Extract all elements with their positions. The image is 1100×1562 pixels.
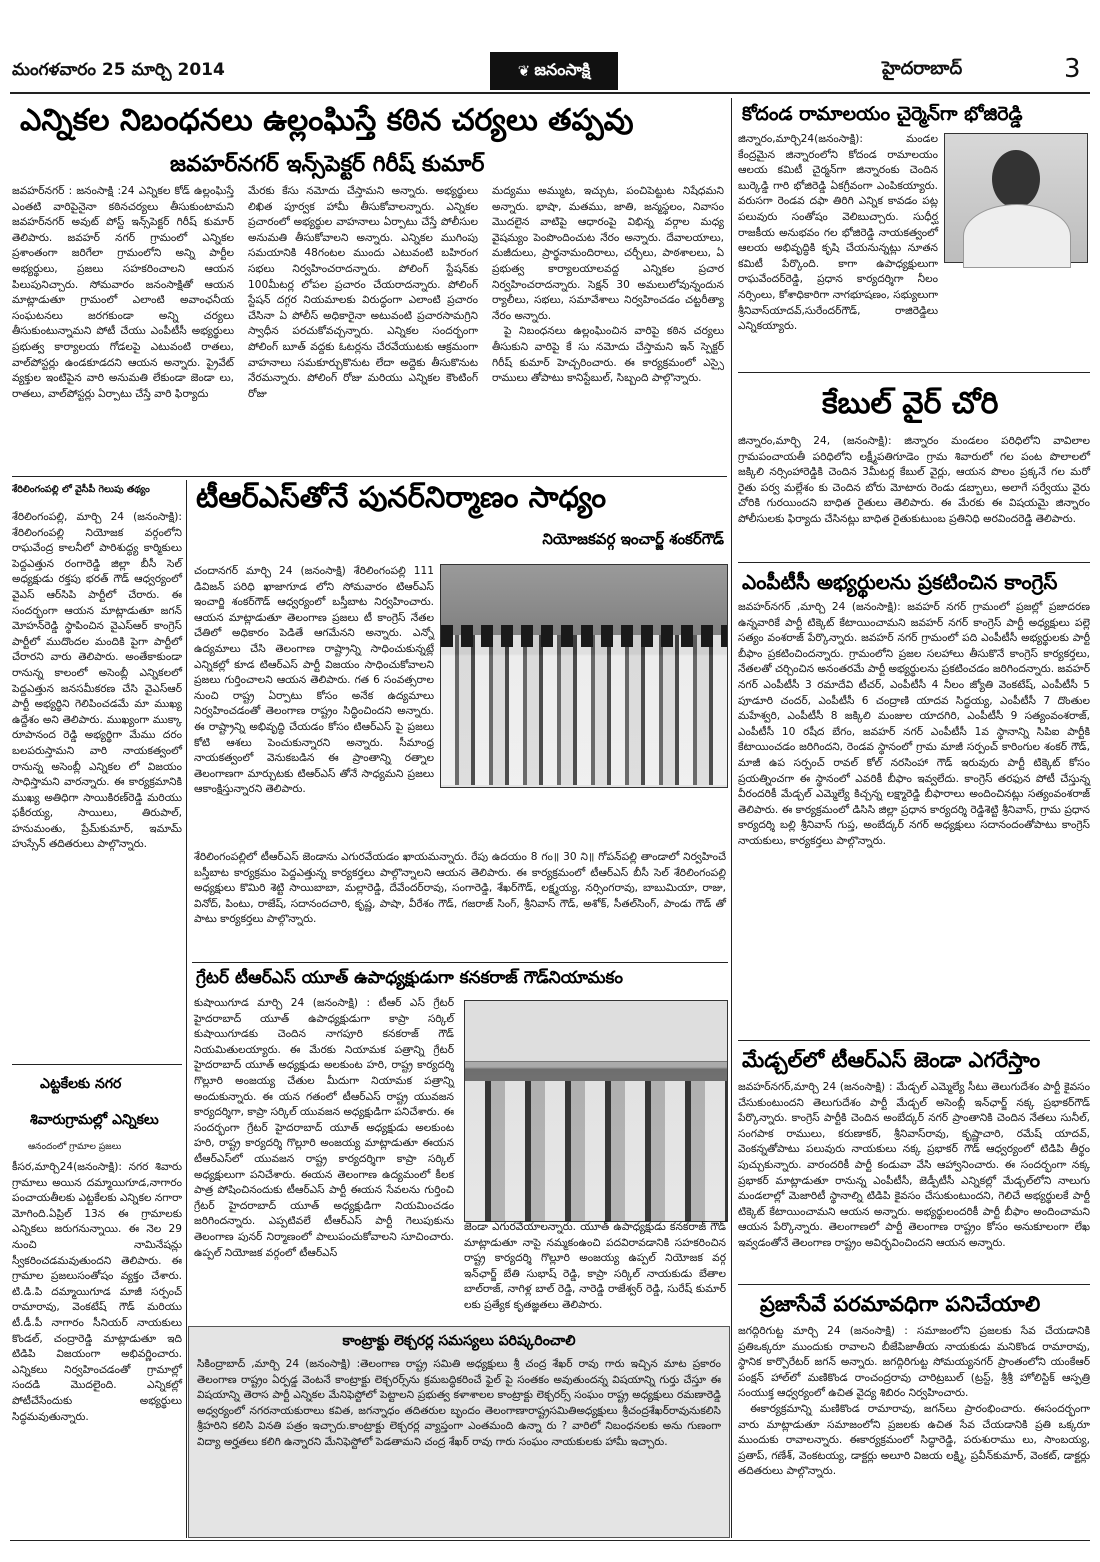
a9-subhead: నియోజకవర్గ ఇంచార్జ్ శంకర్‌గౌడ్	[542, 530, 724, 548]
a8-tag: ఆనందంలో గ్రామాల ప్రజలు	[28, 1142, 122, 1152]
a8-headline-2: శివారుగ్రామల్లో ఎన్నికలు	[30, 1112, 159, 1128]
masthead	[0, 0, 1100, 95]
masthead-rule	[10, 92, 1090, 94]
a1-col1: జవహర్‌నగర్ : జనంసాక్షి :24 ఎన్నికల కోడ్ ఉల్లంఘిస్తే ఎంతటి వారిపైనైనా కఠినచర్యలు తీసుకుంటామని జవహర్‌నగర్ అవుట్ పోస్ట్ ఇన్స్‌పెక్టర్ గిరీష్ కుమార్ తెలిపారు. జవహర్ నగర్ గ్రామంలో ఎన్నికల ప్రశాంతంగా జరిగేలా గ్రామంలోని అన్ని పార్టీల అభ్యర్థులు, ప్రజలు సహకరించాలని ఆయన పిలుపునిచ్చారు. సోమవారం జనంసాక్షితో ఆయన మాట్లాడుతూ గ్రామంలో ఎలాంటి అవాంఛనీయ సంఘటనలు జరగకుండా అన్ని చర్యలు తీసుకుంటున్నామని పోటీ చేయు ఎంపీటీసీ అభ్యర్థులు ప్రభుత్వ కార్యాలయ గోడలపై ఎటువంటి రాతలు, వాల్‌పోస్టర్లు ఉండకూడదని ఆయన అన్నారు. ప్రైవేట్ వ్యక్తుల ఇంటిపైన వారి అనుమతి లేకుండా జెండా లు, రాతలు, వాల్‌పోస్టర్లు ఏర్పాటు చేస్తే వారి ఫిర్యాదు	[12, 185, 234, 400]
a5-headline: మేడ్చల్‌లో టీఆర్ఎస్ జెండా ఎగరేస్తాం	[742, 1048, 1041, 1072]
a9-headline: టీఆర్ఎస్‌తోనే పునర్‌నిర్మాణం సాధ్యం	[196, 480, 607, 514]
footer-rule	[10, 1540, 1090, 1541]
a7-body: శేరిలింగంపల్లి, మార్చి 24 (జనంసాక్షి): శేరిలింగంపల్లి నియోజక వర్గంలోని రాఘవేంద్ర కాలనీలో పారిశుద్ధ్య కార్మికులు పెద్దఎత్తున రంగారెడ్డి జిల్లా బీసీ సెల్ అధ్యక్షుడు రక్తపు భరత్ గౌడ్ ఆధ్వర్యంలో వైఎస్ ఆర్‌సిపి పార్టీలో చేరారు. ఈ సందర్భంగా ఆయన మాట్లాడుతూ జగన్ మోహన్‌రెడ్డి స్థాపించిన వైఎస్ఆర్ కాంగ్రెస్ పార్టీలో ముదొందల మందికి పైగా పార్టీలో చేరారని వారు తెలిపారు. అంతేకాకుండా రానున్న కాలంలో అసెంబ్లీ ఎన్నికలలో పెద్దఎత్తున జనసమీకరణ చేసి వైఎస్ఆర్ పార్టీ అభ్యర్థిని గెలిపించడమే మా ముఖ్య ఉద్దేశం అని తెలిపారు. ముఖ్యంగా ముక్కా రూపానంద రెడ్డి అభ్యర్థిగా మేము దరం బలపరుస్తామని వారి నాయకత్వంలో రానున్న అసెంబ్లీ ఎన్నికల లో విజయం సాధిస్తామని వారన్నారు. ఈ కార్యక్రమానికి ముఖ్య అతిధిగా సాయికిరణ్‌రెడ్డి మరియు ఫకీరయ్య, సాయిలు, తిరుపాల్, హనుమంతు, ప్రేమ్‌కుమార్, ఇమామ్ హుస్సేన్ తదితరులు పాల్గొన్నారు.	[12, 511, 182, 851]
a2-text-wrap	[738, 262, 1090, 338]
a7-rule	[12, 1064, 182, 1065]
a11-body: సికింద్రాబాద్ ,మార్చి 24 (జనంసాక్షి) :తెలంగాణ రాష్ట్ర సమితి అధ్యక్షులు శ్రీ చంద్ర శేఖర్ రావు గారు ఇచ్చిన మాట ప్రకారం తెలంగాణ రాష్ట్రం ఏర్పడ్డ వెంటనే కాంట్రాక్టు లెక్చరర్స్‌ను క్రమబద్ధికరించే ఫైల్ పై సంతకం అవుతుందన్న విషయాన్ని గుర్తు చేస్తూ ఈ విషయాన్ని తెరాస పార్టీ ఎన్నికల మేనిఫెస్టోలో పెట్టాలని ప్రభుత్వ కళాశాలల కాంట్రాక్టు లెక్చరర్స్ సంఘం రాష్ట్ర అధ్యక్షులు రమణారెడ్డి అధ్వర్యంలో నగరనాయకురాలు కవిత, జగన్నాధం తదితరుల బృందం తెలంగాణారాష్ట్రసమితిఅధ్యక్షులు శ్రీచంద్రశేఖర్‌రావునుకలిసి శ్రీహరిని కలిసి వినతి పత్రం ఇచ్చారు.కాంట్రాక్టు లెక్చరర్ల వ్యాప్తంగా ఎంతమంది ఉన్నా రు ? వారిలో నిబంధనలకు అను గుణంగా విద్యా అర్హతలు కలిగి ఉన్నారని మేనిఫెస్టోలో పెడతామని చంద్ర శేఖర్ రావు గారు సంఘం నాయకులకు హామీ ఇచ్చారు.	[197, 1358, 721, 1448]
a2-headline: కోదండ రామాలయం చైర్మెన్‌గా భోజిరెడ్డి	[742, 103, 1023, 125]
a1-rule	[12, 476, 727, 477]
a9-body: చందానగర్ మార్చి 24 (జనంసాక్షి) శేరిలింగంపల్లి 111 డివిజన్ పరిధి ఖాజాగూడ లోని సోమవారం టిఆర్ఎస్ ఇంచార్జి శంకర్‌గౌడ్ ఆధ్వర్యంలో బస్తీబాట నిర్వహించారు. ఆయన మాట్లాడుతూ తెలంగాణ ప్రజలు టీ కాంగ్రెస్ నేతల చేతిలో అధికారం పెడితే ఆగమేనని అన్నారు. ఎన్నో ఉద్యమాలు చేసి తెలంగాణ రాష్ట్రాన్ని సాధించుకున్నట్లే ఎన్నికల్లో కూడ టిఆర్ఎస్ పార్టీ విజయం సాధించుకోవాలని ప్రజలు గుర్తించాలని ఆయన తెలిపారు. గత 6 సంవత్సరాల నుంచి రాష్ట్ర ఏర్పాటు కోసం అనేక ఉద్యమాలు నిర్వహించడంతో తెలంగాణ రాష్ట్రం సిద్ధించిందని అన్నారు. ఈ రాష్ట్రాన్ని అభివృద్ధి చేయడం కోసం టిఆర్ఎస్ పై ప్రజలు కోటి ఆశలు పెంచుకున్నారని అన్నారు. సీమాంధ్ర నాయకత్వంలో వెనుకబడిన ఈ ప్రాంతాన్ని రత్నాల తెలంగాణగా మార్చుటకు టిఆర్ఎస్ తోనే సాధ్యమని ప్రజలు ఆకాంక్షిస్తున్నారని తెలిపారు.	[194, 565, 434, 796]
a4-body: జవహర్‌నగర్ ,మార్చి 24 (జనంసాక్షి): జవహర్ నగర్ గ్రామంలో ప్రజల్లో ప్రజాదరణ ఉన్నవారికే పార్టీ టిక్కెట్ కేటాయించామని జవహర్ నగర్ కాంగ్రెస్ పార్టీ అధ్యక్షులు పల్లె సత్యం వంశరాజ్ పేర్కొన్నారు. జవహర్ నగర్ గ్రామంలో పది ఎంపీటీసీ అభ్యర్థులకు పార్టీ బీఫాం ప్రకటించిందన్నారు. గ్రామంలోని ప్రజల సలహాలు తీసుకొనే కాంగ్రెస్ కార్యకర్తలు, నేతలతో చర్చించిన అనంతరమే పార్టీ అభ్యర్థులను ప్రకటించడం జరిగిందన్నారు. జవహర్ నగర్ ఎంపీటీసీ 3 రమాదేవి టీచర్, ఎంపీటీసీ 4 నీలం జ్యోతి వెంకటేష్, ఎంపీటీసీ 5 పూడూరి చందర్, ఎంపీటీసీ 6 చంద్రాణి యాదవ సిద్ధయ్య, ఎంపీటీసీ 7 దొంతుల మహేశ్వరి, ఎంపీటీసీ 8 జక్కిలి మంజుల యాదగిరి, ఎంపీటీసీ 9 సత్యంవంశరాజ్, ఎంపీటీసీ 10 రషీద బేగం, జవహర్ నగర్ ఎంపీటీసీ 1వ స్థానాన్ని సిపిఐ పార్టీకి కేటాయించడం జరిగిందని, రెండవ స్థానంలో గ్రామ మాజీ సర్పంచ్ కారింగుల శంకర్ గౌడ్, మాజీ ఉప సర్పంచ్ రావల్ కోల్ నరసింహా గౌడ్ ఇరువురు పార్టీ టిక్కెట్ కోసం ప్రయత్నించగా ఈ స్థానంలో ఎవరికీ బీఫాం ఇవ్వలేదు. కాంగ్రెస్ తరఫున పోటీ చేస్తున్న వీరందరికీ మేడ్చల్ ఎమ్మెల్యే కిచ్చన్న లక్ష్మారెడ్డి బీఫారాలు అందించినట్లు సత్యంవంశరాజ్ తెలిపారు. ఈ కార్యక్రమంలో డిసిసి జిల్లా ప్రధాన కార్యదర్శి రెడ్డిశెట్టి శ్రీనివాస్, గ్రామ ప్రధాన కార్యదర్శి బల్లి శ్రీనివాస్ గుప్త, అంబేద్కర్ నగర్ అధ్యక్షులు సదానందంతోపాటు కాంగ్రెస్ నాయకులు, కార్యకర్తలు పాల్గొన్నారు.	[738, 601, 1090, 847]
right-column-divider	[731, 98, 732, 1538]
a6-headline: ప్రజాసేవే పరమావధిగా పనిచేయాలి	[760, 1292, 1041, 1316]
issue-date: మంగళవారం 25 మార్చి 2014	[12, 60, 225, 80]
a9-body-wide: శేరిలింగంపల్లిలో టీఆర్ఎస్ జెండాను ఎగురవేయడం ఖాయమన్నారు. రేపు ఉదయం 8 గం॥ 30 ని॥ గోపన్‌పల్లి తాండాలో నిర్వహించే బస్తీబాట కార్యక్రమం పెద్దఎత్తున్న కార్యకర్తలు పాల్గొన్నాలని ఆయన తెలిపారు. ఈ కార్యక్రమంలో టీఆర్ఎస్ బీసీ సెల్ శేరిలింగంపల్లి అధ్యక్షులు కొమిరి శెట్టి సాయిబాబా, మల్లారెడ్డి, దేవేందర్‌రావు, సంగారెడ్డి, శేఖర్‌గౌడ్, లక్ష్మయ్య, నర్సింగరావు, బాబుమియా, రాజు, వినోద్, పింటు, రాజేష్, సదానందచారి, కృష్ణ, పాషా, వీరేశం గౌడ్, గజరాజ్ సింగ్, శ్రీనివాస్ గౌడ్, అశోక్, సీతల్‌సింగ్, పాండు గౌడ్ తో పాటు కార్యకర్తలు పాల్గొన్నారు.	[194, 851, 726, 926]
a6-body	[738, 1324, 1090, 1530]
a1-col3	[492, 184, 724, 474]
a10-body2: జెండా ఎగురవేయాలన్నారు. యూత్ ఉపాధ్యక్షుడు కనకరాజ్ గౌడ్ మాట్లాడుతూ నాపై నమ్మకంఉంచి పదవిరావడానికి సహకరించిన రాష్ట్ర కార్యదర్శి గొల్లూరి అంజయ్య ఉప్పల్ నియోజక వర్గ ఇన్‌ఛార్జ్ బేతి సుభాష్ రెడ్డి, కాప్రా సర్కిల్ నాయకుడు బేతాల బాల్‌రాజ్, నాగిళ్ల బాల్ రెడ్డి, నారెడ్డి రాజేశ్వర్ రెడ్డి, సురేష్ కుమార్ లకు ప్రత్యేక కృతజ్ఞతలు తెలిపారు.	[464, 1221, 726, 1311]
a8-headline-1: ఎట్టకేలకు నగర	[40, 1076, 122, 1092]
a5-rule	[738, 1284, 1090, 1285]
portrait-head	[992, 150, 1040, 208]
a1-headline: ఎన్నికల నిబంధనలు ఉల్లంఘిస్తే కఠిన చర్యలు తప్పవు	[20, 103, 634, 138]
a3-headline: కేబుల్ వైర్ చోరి	[822, 386, 999, 421]
ceremony-banner	[465, 1001, 727, 1062]
a1-col2: మేరకు కేసు నమోదు చేస్తామని అన్నారు. అభ్యర్థులు లిఖిత పూర్వక హామీ తీసుకోవాలన్నారు. ఎన్నికల ప్రచారంలో అభ్యర్థుల వాహనాలు ఏర్పాటు చేస్తే పోలీసుల అనుమతి తీసుకోవాలని అన్నారు. ఎన్నికల ముగింపు సమయానికి 48గంటల ముందు ఎటువంటి బహిరంగ సభలు నిర్వహించరాదన్నారు. పోలింగ్ స్టేషన్‌కు 100మీటర్ల లోపల ప్రచారం చేయరాదన్నారు. పోలింగ్ స్టేషన్ దగ్గర నియమాలకు విరుద్ధంగా ఎలాంటి ప్రచారం చేసినా ఏ పోలీస్ అధికారైనా అటువంటి ప్రచారసామగ్రిని స్వాధీన పరచుకోవచ్చన్నారు. ఎన్నికల సందర్భంగా పోలింగ్ బూత్ వద్దకు ఓటర్లను చేరవేయుటకు ఆక్రమంగా వాహనాలు సమకూర్చుకొనుట లేదా అద్దెకు తీసుకొనుట నేరమన్నారు. పోలింగ్ రోజు మరియు ఎన్నికల కౌంటింగ్ రోజు	[248, 185, 478, 400]
a11-box	[188, 1326, 730, 1538]
a1-subhead: జవహర్‌నగర్ ఇన్స్‌పెక్టర్ గిరీష్ కుమార్	[170, 152, 485, 177]
portrait-shoulders	[963, 204, 1071, 268]
city-name: హైదరాబాద్	[882, 58, 963, 79]
rally-heads	[441, 625, 727, 647]
a7-tag: శేరిలింగంపల్లి లో వైసీపీ గెలుపు తథ్యం	[12, 484, 150, 495]
a2-body-part: జిన్నారం,మార్చి24(జనంసాక్షి): మండల కేంద్రమైన జిన్నారంలోని కోదండ రామాలయం ఆలయ కమిటీ చైర్మన్‌గా జిన్నారంకు చెందిన బుర్కెడ్డి గారి భోజిరెడ్డి ఏకగ్రీవంగా ఎంపికయ్యారు. వరుసగా రెండవ దఫా తిరిగి ఎన్నిక కావడం పట్ల పలువురు సంతోషం వెలిబుచ్చారు. సుధీర్ఘ రాజకీయ అనుభవం గల భోజిరెడ్డి నాయకత్వంలో ఆలయ అభివృద్ధికి కృషి చేయనున్నట్లు నూతన కమిటీ పేర్కొంది. కాగా ఉపాధ్యక్షులుగా రాఘవేందర్‌రెడ్డి, ప్రధాన కార్యదర్శిగా నీలం నర్సింలు, కోశాధికారిగా నాగభూషణం, సభ్యులుగా శ్రీనివాస్‌యాదవ్,సురేందర్‌గౌడ్, రాజిరెడ్డిలు ఎన్నికయ్యారు.	[738, 133, 938, 333]
a9-rule	[192, 962, 728, 963]
ceremony-photo	[464, 1000, 728, 1222]
page-number: 3	[1064, 54, 1081, 84]
a10-headline: గ్రేటర్ టీఆర్ఎస్ యూత్ ఉపాధ్యక్షుడుగా కనకరాజ్ గౌడ్‌నియామకం	[196, 968, 624, 988]
a11-headline: కాంట్రాక్టు లెక్చరర్ల సమస్యలు పరిష్కరించాలి	[342, 1333, 576, 1349]
newspaper-logo	[490, 52, 618, 90]
a10-body: కుషాయిగూడ మార్చి 24 (జనంసాక్షి) : టీఆర్ ఎస్ గ్రేటర్ హైదరాబాద్ యూత్ ఉపాధ్యక్షుడుగా కాప్రా సర్కిల్ కుషాయిగూడకు చెందిన నాగపూరి కనకరాజ్ గౌడ్ నియమితులయ్యారు. ఈ మేరకు నియామక పత్రాన్ని గ్రేటర్ హైదరాబాద్ యూత్ అధ్యక్షుడు అలకుంట హరి, రాష్ట్ర కార్యదర్శి గొల్లూరి అంజయ్య చేతుల మీదుగా నియామక పత్రాన్ని అందుకున్నారు. ఈ యన గతంలో టీఆర్ఎస్ రాష్ట్ర యువజన కార్యదర్శిగా, కాప్రా సర్కిల్ యువజన అధ్యక్షుడిగా పనిచేశారు. ఈ సందర్భంగా గ్రేటర్ హైదరాబాద్ యూత్ అధ్యక్షుడు అలకుంట హరి, రాష్ట్ర కార్యదర్శి గొల్లూరి అంజయ్య మాట్లాడుతూ ఈయన టీఆర్ఎస్‌లో యువజన రాష్ట్ర కార్యదర్శిగా కాప్రా సర్కిల్ అధ్యక్షులుగా పనిచేశారు. ఈయన తెలంగాణ ఉద్యమంలో కీలక పాత్ర పోషించినందుకు టీఆర్ఎస్ పార్టీ ఈయన సేవలను గుర్తించి గ్రేటర్ హైదరాబాద్ యూత్ అధ్యక్షుడిగా నియమించడం జరిగిందన్నారు. ఎప్పటివలే టీఆర్ఎస్ పార్టీ గెలుపుకును తెలంగాణ పునర్ నిర్మాణంలో పాలుపంచుకోవాలని సూచించారు. ఉప్పల్ నియోజక వర్గంలో టీఆర్ఎస్	[194, 997, 454, 1259]
left-strip-divider	[186, 480, 187, 1538]
a1-col3-para2: పై నిబంధనలు ఉల్లంఘించిన వారిపై కఠిన చర్యలు తీసుకుని వారిపై కే సు నమోదు చేస్తామని ఇన్ స్పెక్టర్ గిరీష్ కుమార్ హెచ్చరించారు. ఈ కార్యక్రమంలో ఎస్సై రాములు తోపాటు కానిస్టేబుల్, సిబ్బంది పాల్గొన్నారు.	[492, 325, 724, 385]
logo-text: జనంసాక్షి	[534, 59, 591, 79]
rally-crowd	[441, 635, 727, 785]
a6-para1: జగద్గిరిగుట్ట మార్చి 24 (జనంసాక్షి) : సమాజంలోని ప్రజలకు సేవ చేయడానికి ప్రతిఒక్కరూ ముందుకు రావాలని బీజేపిజాతీయ నాయకుడు మనికొండ రామారావు, స్థానిక కార్పొరేటర్ జగన్ అన్నారు. జగద్గిరిగుట్ట సోమయ్యనగర్ ప్రాంతంలోని యంకేఆర్ పంక్షన్ హాల్‌లో మణికొండ రాంచంద్రరావు చారిట్రబుల్ (ట్రస్ట్, శ్రీశ్రీ హోలిస్టిక్ ఆస్పత్రి సంయుక్త ఆధ్వర్యంలో ఉచిత వైద్య శిబిరం నిర్వహించారు.	[738, 1325, 1090, 1400]
a1-col3-para1: మద్యము అమ్ముట, ఇచ్చుట, పంచిపెట్టుట నిషేధమని అన్నారు. భాషా, మతము, జాతి, జన్మస్థలం, నివాసం మొదలైన వాటిపై ఆధారంపై విభిన్న వర్గాల మధ్య వైషమ్యం పెంపొందించుట నేరం అన్నారు. దేవాలయాలు, మజీదులు, ప్రార్థనామందిరాలు, చర్చీలు, పాఠశాలలు, ఏ ప్రభుత్వ కార్యాలయాలవద్ద ఎన్నికల ప్రచార నిర్వహించరాదన్నారు. సెక్షన్ 30 అమలులోవున్నందున ర్యాలీలు, సభలు, సమావేశాలు నిర్వహించడం చట్టరీత్యా నేరం అన్నారు.	[492, 185, 724, 322]
a6-para2: ఈకార్యక్రమాన్ని మణికొండ రామారావు, జగన్‌లు ప్రారంభించారు. ఈసందర్భంగా వారు మాట్లాడుతూ సమాజంలోని ప్రజలకు ఉచిత సేవ చేయడానికి ప్రతి ఒక్కరూ ముందుకు రావాలన్నారు. ఈకార్యక్రమంలో సిద్ధారెడ్డి, పరుశురాము లు, సాంబయ్య, ప్రతాప్, గణేశ్, వెంకటయ్య, డాక్టర్లు అలూరి విజయ లక్ష్మి, ప్రవీన్‌కుమార్, వెంకట్, డాక్టర్లు తదితరులు పాల్గొన్నారు.	[738, 1402, 1090, 1478]
a5-body: జవహర్‌నగర్,మార్చి 24 (జనంసాక్షి) : మేడ్చల్ ఎమ్మెల్యే సీటు తెలుగుదేశం పార్టీ కైవసం చేసుకుంటుందని తెలుగుదేశం పార్టీ మేడ్చల్ అసెంబ్లీ ఇన్‌ఛార్జ్ నక్క ప్రభాకర్‌గౌడ్ పేర్కొన్నారు. కాంగ్రెస్ పార్టీకి చెందిన అంబేద్కర్ నగర్ ప్రాంతానికి చెందిన నేతలు సునీల్, సంగపాక రాములు, కరుణాకర్, శ్రీనివాస్‌రావు, కృష్ణాచారి, రమేష్ యాదవ్, వెంకన్నతోపాటు పలువురు నాయకులు నక్క ప్రభాకర్ గౌడ్ ఆధ్వర్యంలో టిడిపి తీర్థం పుచ్చుకున్నారు. వారందరికీ పార్టీ కండువా వేసి ఆహ్వానించారు. ఈ సందర్భంగా నక్క ప్రభాకర్ మాట్లాడుతూ రానున్న ఎంపీటీసీ, జెడ్పీటీసీ ఎన్నికల్లో మేడ్చల్‌లోని నాలుగు మండలాల్లో మెజారిటీ స్థానాల్ని టిడిపి కైవసం చేసుకుంటుందని, గెలిచే అభ్యర్థులకే పార్టీ టిక్కెట్ కేటాయించామని ఆయన అన్నారు. అభ్యర్థులందరికీ పార్టీ బీఫాం అందించామని ఆయన పేర్కొన్నారు. తెలంగాణలో పార్టీ తెలంగాణ రాష్ట్రం కోసం అనుకూలంగా లేఖ ఇవ్వడంతోనే తెలంగాణ రాష్ట్రం అవిర్భవించిందని ఆయన అన్నారు.	[738, 1081, 1090, 1249]
a3-body: జిన్నారం,మార్చి 24, (జనంసాక్షి): జిన్నారం మండలం పరిధిలోని వావిలాల గ్రామపంచాయతీ పరిధిలోని లక్ష్మీపతిగూడెం గ్రామ శివారులో గల పంట పొలాలలో జక్కిలి నర్సింహారెడ్డికి చెందిన 3మీటర్ల కేబుల్ వైర్లు, ఆయన పొలం ప్రక్కనే గల మరో రైతు పర్వ మల్లేశం కు చెందిన బోరు మోటారు రెండు డబ్బాలు, అలాగే సర్వేయు వైరు చోరికి గురయిందని బాధిత రైతులు తెలిపారు. ఈ మేరకు ఈ విషయమై జిన్నారం పోలీసులకు ఫిర్యాదు చేసినట్లు బాధిత రైతుకుటుంబ ప్రతినిధి అరవిందరెడ్డి తెలిపారు.	[738, 435, 1090, 525]
portrait-photo	[944, 133, 1088, 263]
a3-rule	[738, 562, 1090, 563]
a2-rule	[738, 372, 1090, 373]
rally-photo	[440, 564, 728, 788]
logo-emblem-icon: ❦	[517, 62, 531, 80]
a4-rule	[738, 1040, 1090, 1041]
a4-headline: ఎంపీటీసీ అభ్యర్థులను ప్రకటించిన కాంగ్రెస్	[742, 570, 1058, 594]
a8-body: కీసర,మార్చి24(జనంసాక్షి): నగర శివారు గ్రామాలు అయిన దమ్మాయిగూడ,నాగారం పంచాయతీలకు ఎట్టకేలకు ఎన్నికల నగారా మోగింది.ఏప్రిల్ 13న ఈ గ్రామాలకు ఎన్నికలు జరుగనున్నాయి. ఈ నెల 29 నుంచి నామినేషన్లు స్వీకరించడమవుతుందని తెలిపారు. ఈ గ్రామాల ప్రజలుసంతోషం వ్యక్తం చేశారు. టి.డి.పి దమ్మాయిగూడ మాజీ సర్పంచ్ రామారావు, వెంకటేష్ గౌడ్ మరియు టీ.డీ.పీ నాగారం సీనియర్ నాయకులు కొండల్, చంద్రారెడ్డి మాట్లాడుతూ ఇది టిడిపి విజయంగా అభివర్ణించారు. ఎన్నికలు నిర్వహించడంతో గ్రామాల్లో సందడి మొదలైంది. ఎన్నికల్లో పోటీచేసేందుకు అభ్యర్థులు సిద్ధమవుతున్నారు.	[12, 1161, 182, 1423]
ceremony-group	[465, 1081, 727, 1221]
